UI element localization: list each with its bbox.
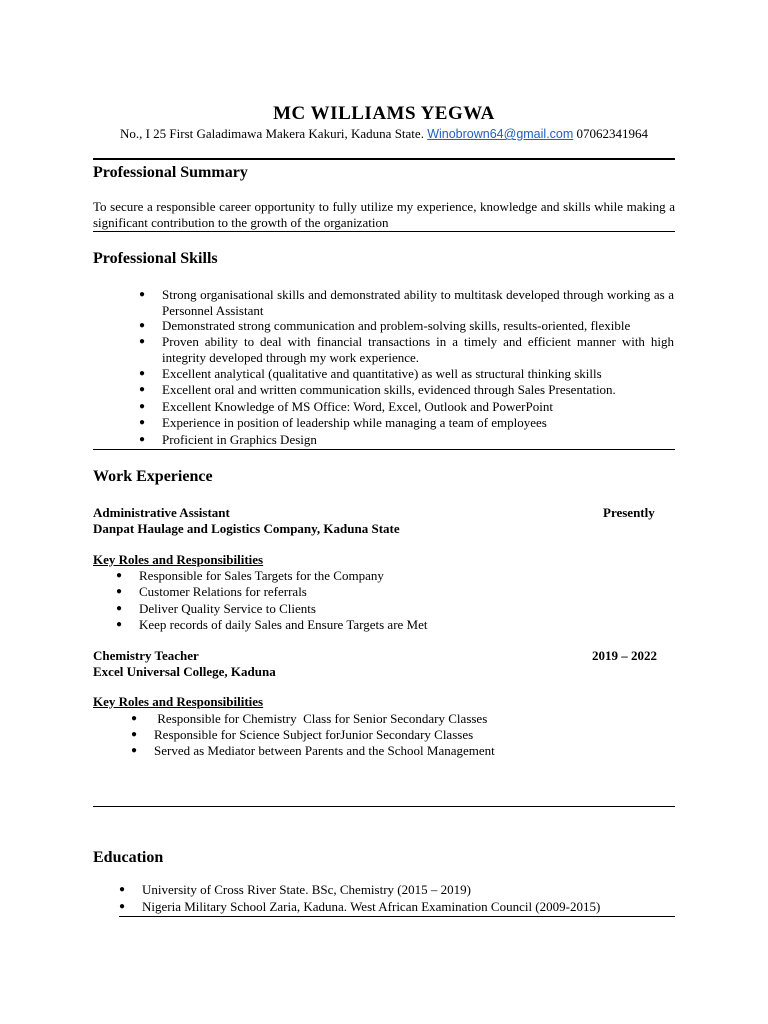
skill-text: Proven ability to deal with financial transactions in a timely and efficient manner with high integrity developed through my work experience. [162,334,674,365]
bullet-icon: ● [116,619,123,630]
bullet-icon: ● [116,586,123,597]
skill-text: Excellent oral and written communication skills, evidenced through Sales Presentation. [162,382,616,397]
skill-text: Proficient in Graphics Design [162,432,317,447]
duty-text: Keep records of daily Sales and Ensure Targets are Met [139,617,428,632]
duty-text: Responsible for Chemistry Class for Senior Secondary Classes [154,711,488,726]
education-title: Education [93,849,164,866]
bullet-icon: ● [139,368,146,379]
phone-text: 07062341964 [573,126,649,141]
job-title: Chemistry Teacher [93,648,199,663]
bullet-icon: ● [119,901,126,912]
bullet-icon: ● [116,603,123,614]
duty-text: Served as Mediator between Parents and the School Management [154,743,495,758]
bullet-icon: ● [139,336,146,347]
bullet-icon: ● [131,713,138,724]
duty-text: Responsible for Sales Targets for the Company [139,568,384,583]
skill-text: Demonstrated strong communication and problem-solving skills, results-oriented, flexible [162,318,631,333]
summary-divider [93,231,675,232]
list-item [0,287,768,319]
contact-line [0,126,768,142]
duty-text: Responsible for Science Subject forJunior Secondary Classes [154,727,474,742]
skill-text: Strong organisational skills and demonstrated ability to multitask developed through working as a Personnel Assistant [162,287,674,318]
roles-heading: Key Roles and Responsibilities [93,694,264,709]
job-company: Excel Universal College, Kaduna [93,664,276,679]
bullet-icon: ● [139,401,146,412]
address-text: No., I 25 First Galadimawa Makera Kakuri, Kaduna State. [119,126,428,141]
bullet-icon: ● [116,570,123,581]
bullet-icon: ● [139,320,146,331]
bullet-icon: ● [131,729,138,740]
header-divider [93,158,675,160]
roles-heading: Key Roles and Responsibilities [93,552,264,567]
duty-text: Deliver Quality Service to Clients [139,601,316,616]
skill-text: Experience in position of leadership while managing a team of employees [162,415,547,430]
skill-text: Excellent analytical (qualitative and quantitative) as well as structural thinking skills [162,366,602,381]
education-divider [119,916,675,917]
bullet-icon: ● [139,434,146,445]
bullet-icon: ● [139,417,146,428]
experience-title: Work Experience [93,468,213,485]
bullet-icon: ● [119,884,126,895]
duty-text: Customer Relations for referrals [139,584,307,599]
resume-name: MC WILLIAMS YEGWA [273,103,495,124]
summary-text: To secure a responsible career opportunity to fully utilize my experience, knowledge and skills while making a significant contribution to the growth of the organization [93,199,675,230]
job-date: Presently [603,505,655,520]
job-title: Administrative Assistant [93,505,230,520]
education-text: University of Cross River State. BSc, Chemistry (2015 – 2019) [142,882,471,897]
email-link[interactable]: Winobrown64@gmail.com [427,127,574,141]
bullet-icon: ● [139,384,146,395]
job-company: Danpat Haulage and Logistics Company, Kaduna State [93,521,400,536]
job-date: 2019 – 2022 [592,648,657,663]
skills-title: Professional Skills [93,250,218,267]
education-text: Nigeria Military School Zaria, Kaduna. West African Examination Council (2009-2015) [142,899,601,914]
summary-title: Professional Summary [93,164,248,181]
skills-divider [93,449,675,450]
bullet-icon: ● [131,745,138,756]
bullet-icon: ● [139,289,146,300]
experience-divider [93,806,675,807]
skill-text: Excellent Knowledge of MS Office: Word, Excel, Outlook and PowerPoint [162,399,553,414]
